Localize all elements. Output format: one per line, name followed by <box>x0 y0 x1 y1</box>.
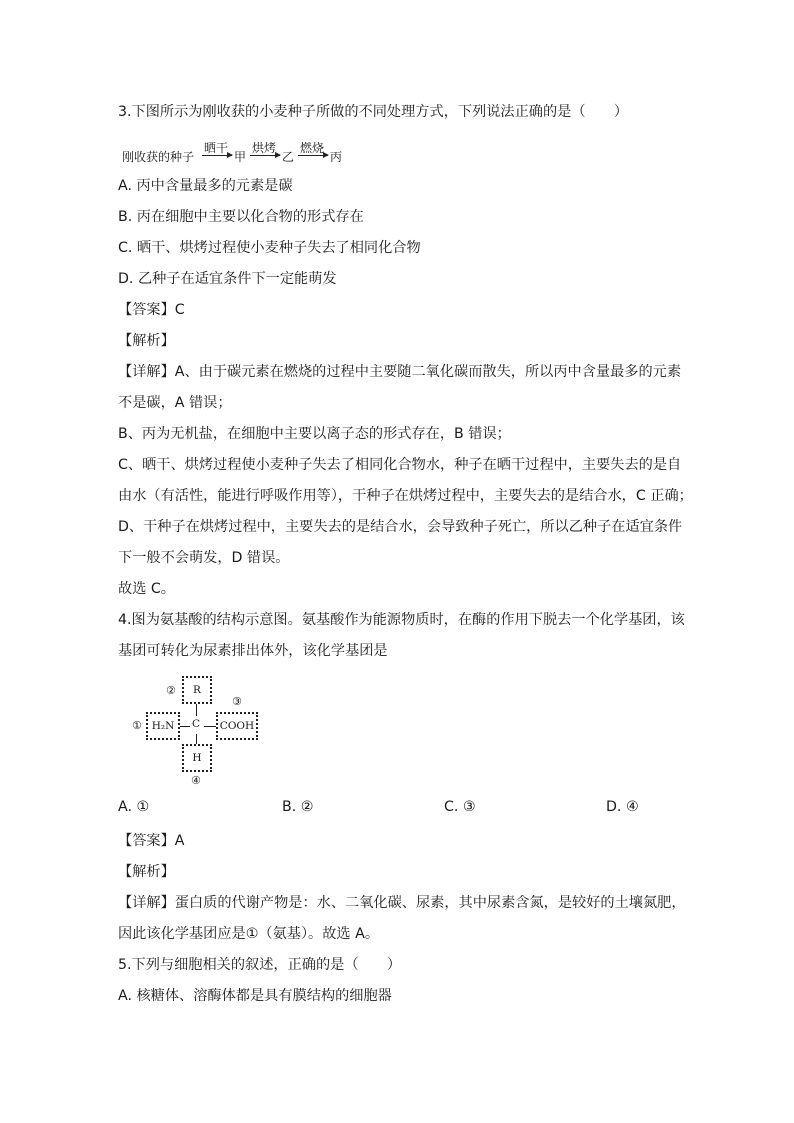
q3-analysis-title: 【解析】 <box>118 333 175 349</box>
q3-option-b: B. 丙在细胞中主要以化合物的形式存在 <box>118 209 364 225</box>
q3-detail-line: D、干种子在烘烤过程中，主要失去的是结合水，会导致种子死亡，所以乙种子在适宜条件 <box>118 519 683 535</box>
flow-start: 刚收获的种子 <box>122 150 195 164</box>
q3-detail-line: 不是碳，A 错误； <box>118 395 232 411</box>
flow-node3: 丙 <box>330 150 343 164</box>
amino-acid-structure-diagram <box>130 676 270 788</box>
q3-detail-line: 【详解】A、由于碳元素在燃烧的过程中主要随二氧化碳而散失，所以丙中含量最多的元素 <box>118 364 682 380</box>
q3-option-a: A. 丙中含量最多的元素是碳 <box>118 178 293 194</box>
q4-option-c: C. ③ <box>444 799 476 815</box>
flow-step2-label: 烘烤 <box>252 141 277 155</box>
q3-stem: 3.下图所示为刚收获的小麦种子所做的不同处理方式，下列说法正确的是（ ） <box>118 104 629 120</box>
bond-left <box>180 726 190 727</box>
q4-option-b: B. ② <box>282 799 314 815</box>
bond-bottom <box>196 734 197 744</box>
q3-detail-line: 下一般不会萌发，D 错误。 <box>118 550 290 566</box>
flow-node1: 甲 <box>234 150 247 164</box>
flow-arrow-2 <box>250 155 280 156</box>
central-carbon: C <box>192 718 201 730</box>
bond-right <box>204 726 216 727</box>
label-4: ④ <box>191 774 201 787</box>
q4-analysis-title: 【解析】 <box>118 864 175 880</box>
q3-conclusion: 故选 C。 <box>118 581 175 597</box>
q4-option-a: A. ① <box>118 799 150 815</box>
q5-stem: 5.下列与细胞相关的叙述，正确的是（ ） <box>118 957 402 973</box>
q3-detail-line: B、丙为无机盐，在细胞中主要以离子态的形式存在，B 错误； <box>118 426 511 442</box>
q4-answer: 【答案】A <box>118 833 185 849</box>
flow-arrow-3 <box>298 155 328 156</box>
amino-group-box: H₂N <box>146 712 180 740</box>
label-1: ① <box>132 719 142 732</box>
carboxyl-group-box: COOH <box>216 712 258 740</box>
q5-option-a: A. 核糖体、溶酶体都是具有膜结构的细胞器 <box>118 988 392 1004</box>
r-group-box: R <box>182 676 212 704</box>
flow-step3-label: 燃烧 <box>300 141 325 155</box>
q4-detail-line: 因此该化学基团应是①（氨基）。故选 A。 <box>118 926 380 942</box>
q3-option-d: D. 乙种子在适宜条件下一定能萌发 <box>118 271 337 287</box>
q4-stem: 基团可转化为尿素排出体外，该化学基团是 <box>118 643 388 659</box>
flow-arrow-1 <box>202 155 232 156</box>
flow-node2: 乙 <box>282 150 295 164</box>
q3-detail-line: C、晒干、烘烤过程使小麦种子失去了相同化合物水，种子在晒干过程中，主要失去的是自 <box>118 457 682 473</box>
label-3: ③ <box>232 695 242 708</box>
q3-flow-diagram <box>122 139 382 167</box>
q3-answer: 【答案】C <box>118 302 185 318</box>
q4-option-d: D. ④ <box>606 799 639 815</box>
flow-step1-label: 晒干 <box>204 141 229 155</box>
q4-detail-line: 【详解】蛋白质的代谢产物是：水、二氧化碳、尿素，其中尿素含氮，是较好的土壤氮肥， <box>118 895 686 911</box>
hydrogen-box: H <box>182 744 212 772</box>
q3-option-c: C. 晒干、烘烤过程使小麦种子失去了相同化合物 <box>118 240 421 256</box>
q4-stem: 4.图为氨基酸的结构示意图。氨基酸作为能源物质时，在酶的作用下脱去一个化学基团，该 <box>118 612 685 628</box>
bond-top <box>196 704 197 716</box>
q3-detail-line: 由水（有活性，能进行呼吸作用等），干种子在烘烤过程中，主要失去的是结合水，C 正确； <box>118 488 693 504</box>
label-2: ② <box>166 684 176 697</box>
